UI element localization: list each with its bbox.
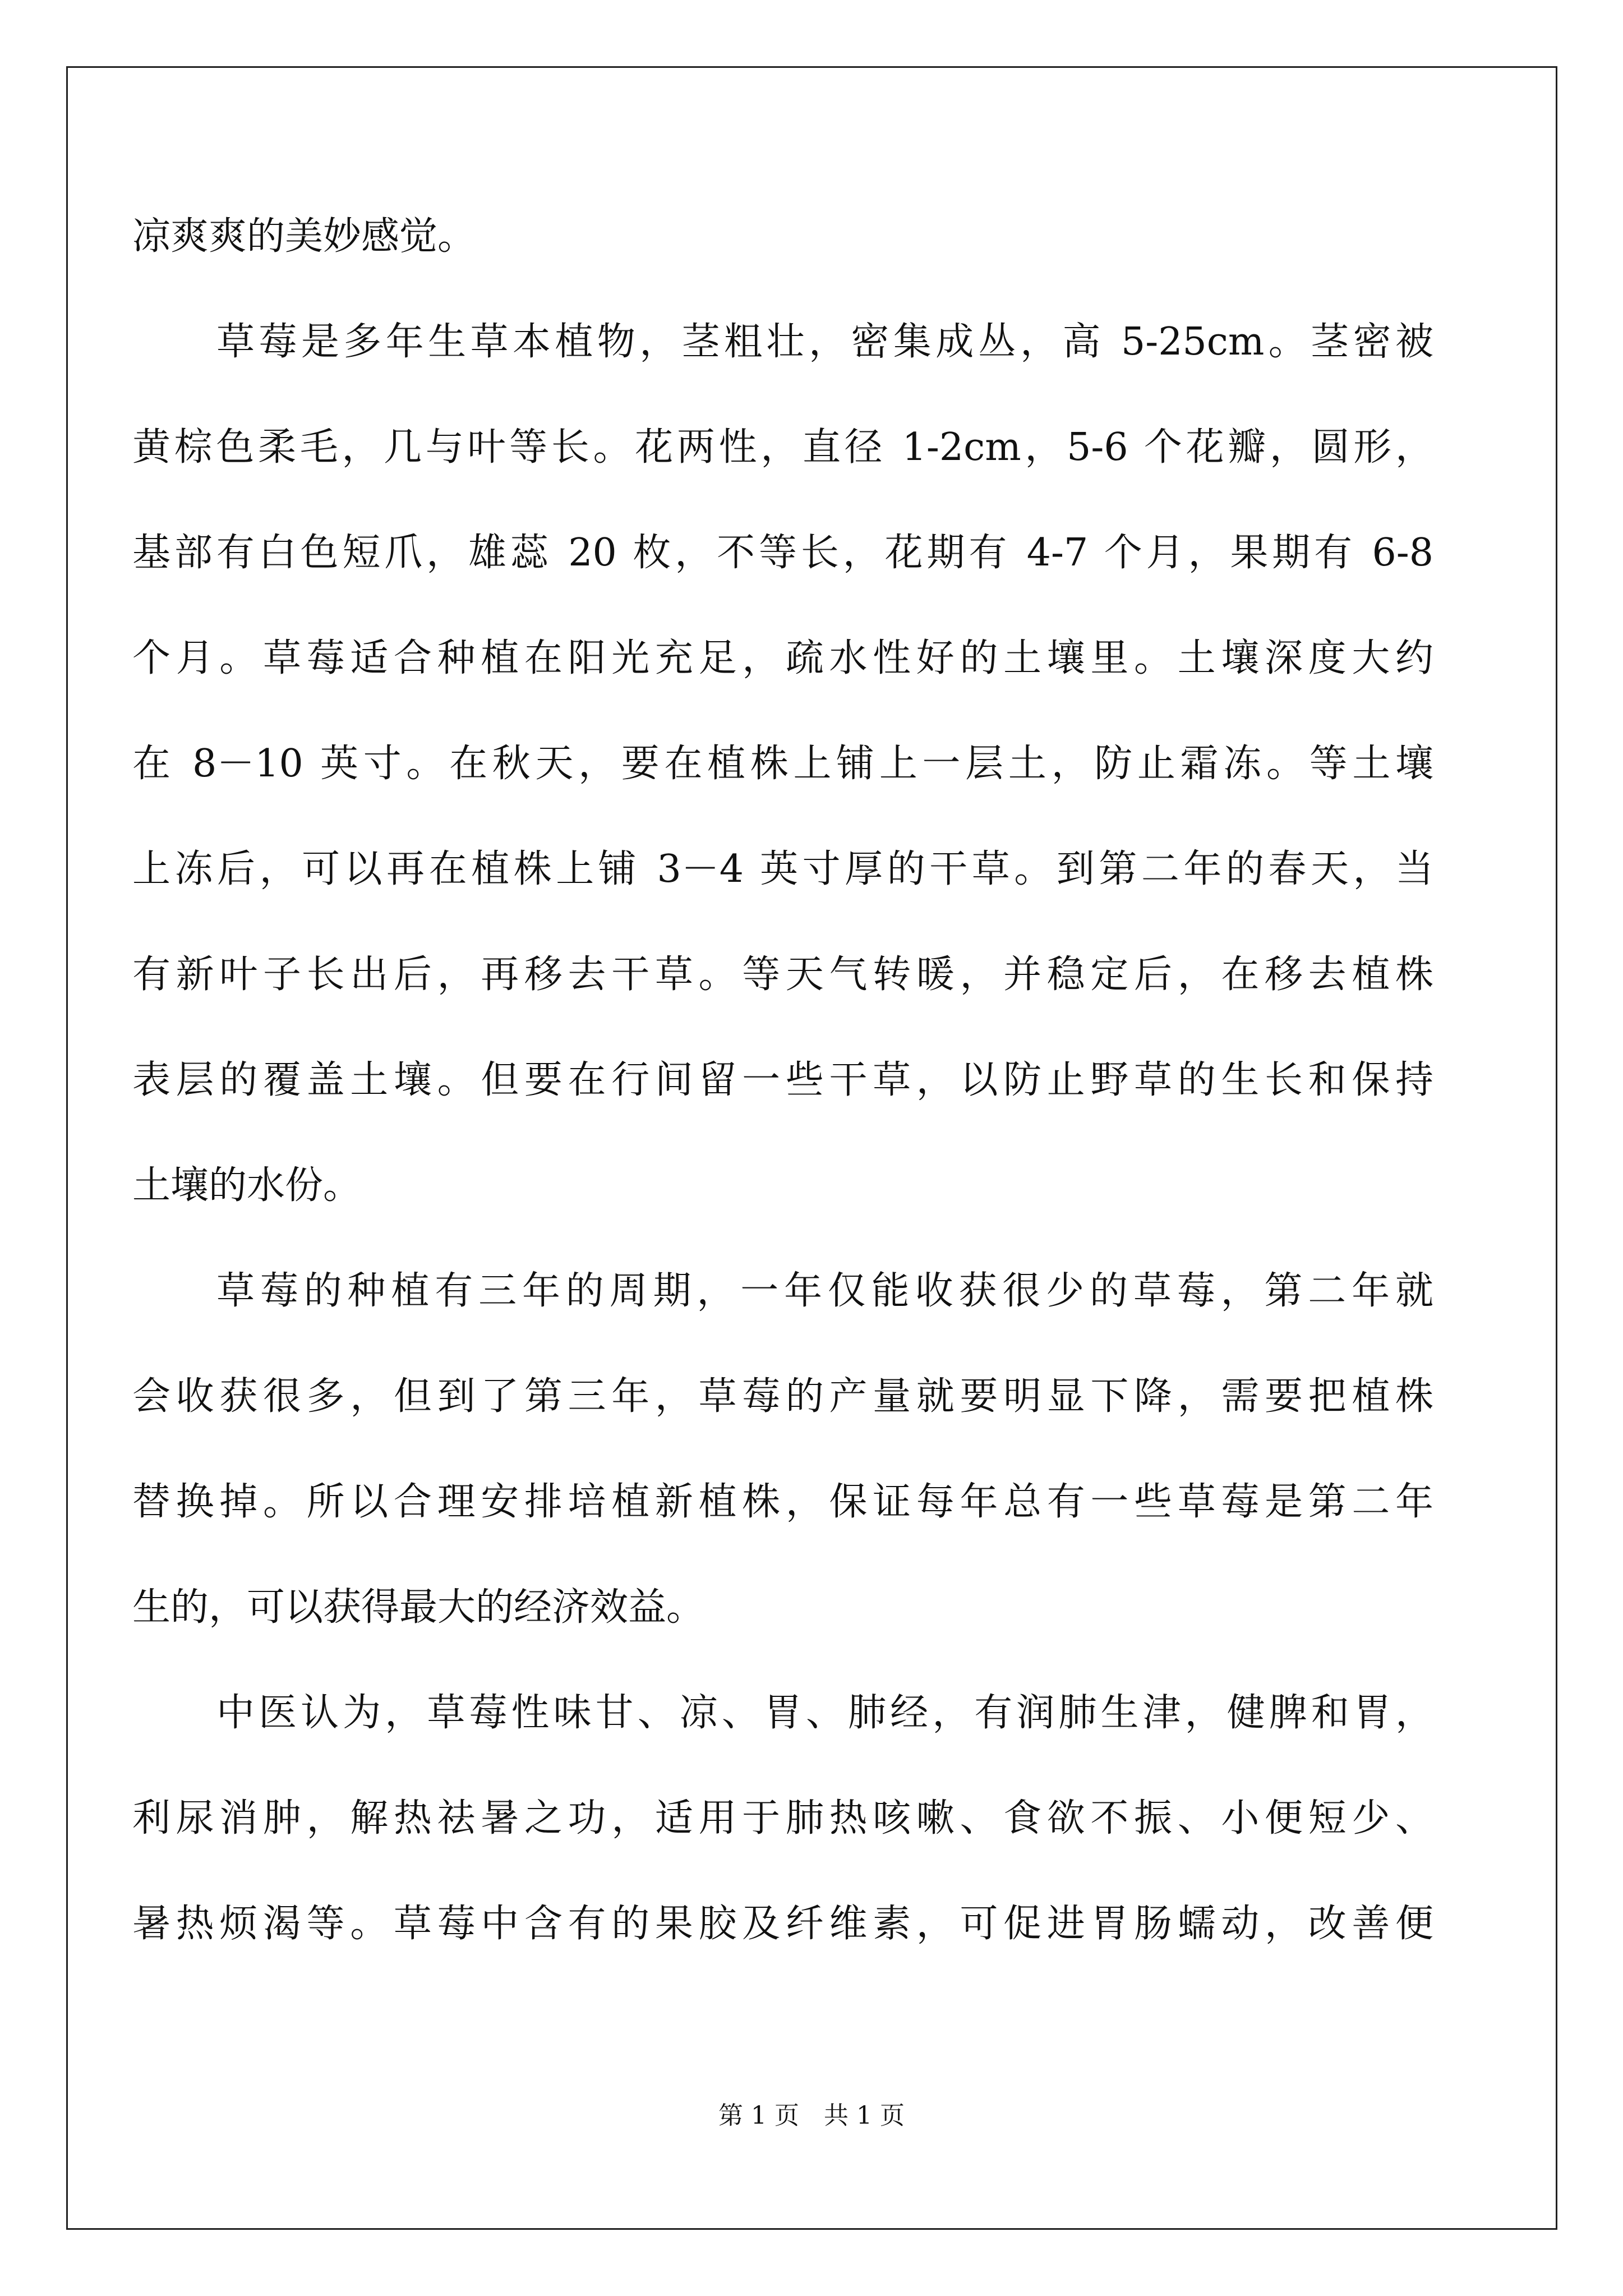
- text-line: 表层的覆盖土壤。但要在行间留一些干草，以防止野草的生长和保持: [132, 1058, 1433, 1102]
- text-line: 会收获很多，但到了第三年，草莓的产量就要明显下降，需要把植株: [132, 1374, 1433, 1419]
- text-line: 利尿消肿，解热祛暑之功，适用于肺热咳嗽、食欲不振、小便短少、: [132, 1796, 1433, 1841]
- text-line: 替换掉。所以合理安排培植新植株，保证每年总有一些草莓是第二年: [132, 1480, 1433, 1524]
- text-line: 黄棕色柔毛，几与叶等长。花两性，直径 1-2cm，5-6 个花瓣，圆形，: [132, 425, 1433, 470]
- text-line: 凉爽爽的美妙感觉。: [132, 214, 476, 259]
- text-line: 暑热烦渴等。草莓中含有的果胶及纤维素，可促进胃肠蠕动，改善便: [132, 1902, 1433, 1946]
- document-body: [132, 209, 1433, 2001]
- text-line: 土壤的水份。: [132, 1163, 362, 1208]
- paragraph-first-line: 中医认为，草莓性味甘、凉、胃、肺经，有润肺生津，健脾和胃，: [216, 1691, 1433, 1735]
- text-line: 个月。草莓适合种植在阳光充足，疏水性好的土壤里。土壤深度大约: [132, 636, 1433, 680]
- paragraph-first-line: 草莓是多年生草本植物，茎粗壮，密集成丛，高 5-25cm。茎密被: [216, 320, 1433, 364]
- text-line: 上冻后，可以再在植株上铺 3－4 英寸厚的干草。到第二年的春天，当: [132, 847, 1433, 891]
- text-line: 在 8－10 英寸。在秋天，要在植株上铺上一层土，防止霜冻。等土壤: [132, 742, 1433, 786]
- page-footer: 第 1 页 共 1 页: [718, 2101, 905, 2130]
- text-line: 基部有白色短爪，雄蕊 20 枚，不等长，花期有 4-7 个月，果期有 6-8: [132, 531, 1433, 575]
- paragraph-first-line: 草莓的种植有三年的周期，一年仅能收获很少的草莓，第二年就: [216, 1269, 1433, 1313]
- text-line: 生的，可以获得最大的经济效益。: [132, 1585, 705, 1630]
- text-line: 有新叶子长出后，再移去干草。等天气转暖，并稳定后，在移去植株: [132, 953, 1433, 997]
